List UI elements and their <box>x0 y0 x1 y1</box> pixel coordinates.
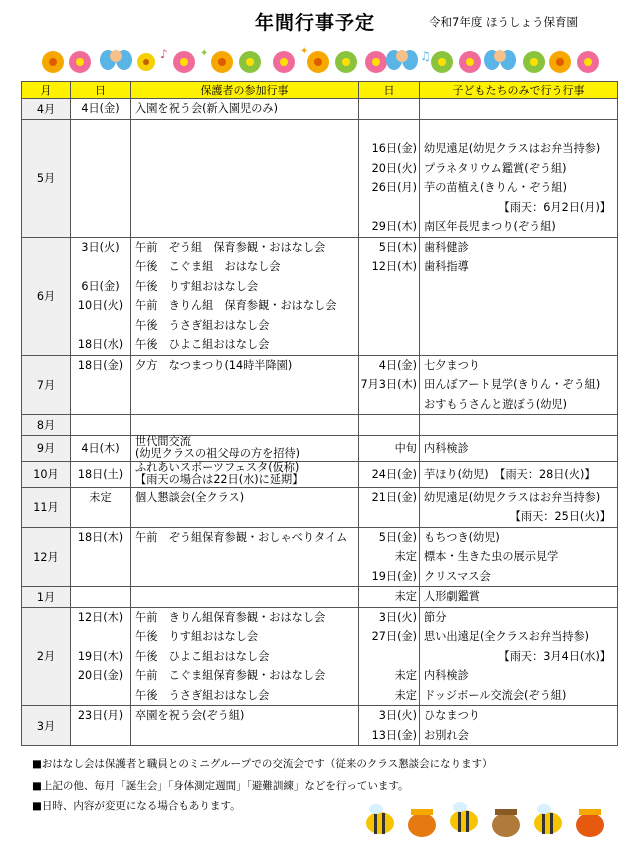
event-day: 19日(金) <box>371 569 417 583</box>
svg-text:✦: ✦ <box>200 48 209 59</box>
flower-icon <box>69 51 91 73</box>
event-text <box>135 217 358 237</box>
event-text: 幼児遠足(幼児クラスはお弁当持参) <box>424 490 601 504</box>
child-day-cell <box>359 355 420 415</box>
event-day <box>71 375 130 395</box>
month-cell: 6月 <box>22 237 71 355</box>
parent-day-cell <box>71 355 131 415</box>
event-text: 歯科健診 <box>424 240 469 254</box>
table-row <box>22 461 618 487</box>
event-text: おすもうさんと遊ぼう(幼児) <box>424 397 567 411</box>
event-day <box>71 178 130 198</box>
event-text <box>135 507 358 527</box>
event-text: 幼児遠足(幼児クラスはお弁当持参) <box>424 142 601 155</box>
child-event-cell <box>420 99 618 120</box>
star-icon <box>200 48 208 59</box>
event-day: 4日(木) <box>81 441 120 455</box>
butterfly-icon <box>100 50 132 70</box>
event-day: 16日(金) <box>371 142 417 155</box>
music-note-icon <box>420 49 431 63</box>
month-cell: 5月 <box>22 119 71 237</box>
month-cell: 4月 <box>22 99 71 120</box>
event-day: 3日(火) <box>81 240 120 254</box>
flower-icon <box>211 51 233 73</box>
parent-day-cell <box>71 461 131 487</box>
event-day: 19日(木) <box>77 649 124 663</box>
event-text: 思い出遠足(全クラスお弁当持参) <box>424 630 590 643</box>
event-text: 芋の苗植え(きりん・ぞう組) <box>424 181 567 194</box>
event-day: 未定 <box>394 688 417 702</box>
event-text: 午前 こぐま組保育参観・おはなし会 <box>135 669 326 682</box>
parent-event-cell <box>131 461 359 487</box>
event-day <box>71 159 130 179</box>
parent-day-cell <box>71 435 131 461</box>
column-header-day: 日 <box>71 82 131 99</box>
parent-event-cell <box>131 607 359 706</box>
table-row <box>22 587 618 608</box>
event-text: 午後 うさぎ組おはなし会 <box>135 688 270 702</box>
event-day: 21日(金) <box>371 490 417 504</box>
event-text: ドッジボール交流会(ぞう組) <box>424 688 567 702</box>
event-text: 午後 ひよこ組おはなし会 <box>135 649 270 663</box>
event-day: 12日(木) <box>371 260 417 273</box>
column-header-parent-events: 保護者の参加行事 <box>131 82 359 99</box>
event-text: 午前 ぞう組 保育参観・おはなし会 <box>135 240 326 254</box>
table-row <box>22 99 618 120</box>
event-day: 7月3日(木) <box>360 378 417 391</box>
butterfly-icon <box>386 50 418 70</box>
parent-day-cell <box>71 706 131 746</box>
event-day: 20日(火) <box>371 161 417 175</box>
nursery-name: 令和7年度 ほうしょう保育園 <box>429 15 578 29</box>
event-text <box>135 375 358 395</box>
table-row <box>22 355 618 415</box>
column-header-month: 月 <box>22 82 71 99</box>
note-1: ■おはなし会は保護者と職員とのミニグループでの交流会です（従来のクラス懇談会になります） <box>32 758 493 770</box>
event-day <box>71 198 130 218</box>
event-text <box>424 335 617 355</box>
event-text: 午前 きりん組 保育参観・おはなし会 <box>135 299 337 312</box>
flower-icon <box>431 51 453 73</box>
event-text: 午前 ぞう組保育参観・おしゃべりタイム <box>135 530 348 544</box>
butterfly-icon <box>484 50 516 70</box>
event-day: 3日(火) <box>378 610 417 624</box>
child-day-cell <box>359 706 420 746</box>
flower-decoration-strip <box>0 38 636 84</box>
event-day: 5日(金) <box>378 530 417 544</box>
event-day <box>71 507 130 527</box>
note-3: ■日時、内容が変更になる場合もあります。 <box>32 800 241 812</box>
table-row <box>22 527 618 587</box>
event-text: 午後 うさぎ組おはなし会 <box>135 318 270 332</box>
bee-icon <box>366 804 394 834</box>
event-day <box>359 99 417 119</box>
parent-day-cell <box>71 119 131 237</box>
flower-icon <box>173 51 195 73</box>
event-day <box>71 587 130 607</box>
table-row <box>22 487 618 527</box>
page-title: 年間行事予定 <box>255 12 376 34</box>
parent-day-cell <box>71 415 131 436</box>
event-text-note: 【雨天の場合は22日(水)に延期】 <box>135 473 304 486</box>
child-day-cell <box>359 527 420 587</box>
parent-day-cell <box>71 607 131 706</box>
event-day: 26日(月) <box>371 181 417 194</box>
parent-event-cell <box>131 706 359 746</box>
event-text: お別れ会 <box>424 728 469 742</box>
event-text <box>424 296 617 316</box>
event-text: 【雨天：25日(火)】 <box>509 510 611 523</box>
event-day: 4日(金) <box>81 102 120 115</box>
event-text: プラネタリウム鑑賞(ぞう組) <box>424 161 567 175</box>
event-day <box>359 647 417 667</box>
table-row <box>22 237 618 355</box>
event-day: 中旬 <box>394 441 417 455</box>
event-text: 田んぼアート見学(きりん・ぞう組) <box>424 378 601 391</box>
event-day: 4日(金) <box>378 358 417 372</box>
parent-day-cell <box>71 99 131 120</box>
table-row <box>22 607 618 706</box>
event-day: 未定 <box>394 669 417 682</box>
flower-icon <box>239 51 261 73</box>
bee-decoration <box>362 795 612 840</box>
parent-event-cell <box>131 415 359 436</box>
event-text: 【雨天：3月4日(水)】 <box>498 649 611 663</box>
flower-icon <box>577 51 599 73</box>
flower-icon <box>549 51 571 73</box>
event-day <box>359 198 417 218</box>
event-text: もちつき(幼児) <box>424 530 500 544</box>
table-row <box>22 435 618 461</box>
event-text <box>135 726 358 746</box>
table-row <box>22 415 618 436</box>
event-day: 20日(金) <box>77 669 124 682</box>
event-day: 18日(土) <box>77 467 124 481</box>
child-day-cell <box>359 461 420 487</box>
event-text <box>424 277 617 297</box>
child-event-cell <box>420 706 618 746</box>
event-text: 午前 きりん組保育参観・おはなし会 <box>135 610 326 624</box>
month-cell: 11月 <box>22 487 71 527</box>
event-text <box>424 120 617 140</box>
event-text <box>135 139 358 159</box>
event-text: 【雨天：6月2日(月)】 <box>498 200 611 214</box>
event-day: 27日(金) <box>371 630 417 643</box>
parent-event-cell <box>131 99 359 120</box>
child-event-cell <box>420 607 618 706</box>
event-text: 午後 りす組おはなし会 <box>135 279 259 293</box>
note-2: ■上記の他、毎月「誕生会」「身体測定週間」「避難訓練」などを行っています。 <box>32 780 409 792</box>
event-text: クリスマス会 <box>424 569 491 583</box>
event-text: ふれあいスポーツフェスタ(仮称) <box>135 460 300 474</box>
event-day <box>359 395 417 415</box>
event-day <box>71 567 130 587</box>
child-event-cell <box>420 527 618 587</box>
event-day <box>71 217 130 237</box>
event-text: 内科検診 <box>424 441 469 455</box>
event-text: 芋ほり(幼児) 【雨天：28日(火)】 <box>424 467 596 481</box>
event-text: 歯科指導 <box>424 260 469 273</box>
flower-icon <box>365 51 387 73</box>
event-day: 13日(金) <box>371 728 417 742</box>
svg-text:♫: ♫ <box>420 49 431 63</box>
parent-day-cell <box>71 587 131 608</box>
event-day <box>359 296 417 316</box>
child-day-cell <box>359 607 420 706</box>
month-cell: 10月 <box>22 461 71 487</box>
event-text: 午後 りす組おはなし会 <box>135 630 259 643</box>
child-day-cell <box>359 119 420 237</box>
month-cell: 8月 <box>22 415 71 436</box>
event-day <box>71 120 130 140</box>
event-day <box>71 547 130 567</box>
event-day <box>359 277 417 297</box>
event-day: 23日(月) <box>77 709 124 722</box>
event-text: 七夕まつり <box>424 358 480 372</box>
event-text: 夕方 なつまつり(14時半降園) <box>135 358 293 372</box>
parent-event-cell <box>131 237 359 355</box>
event-text <box>424 415 617 435</box>
child-event-cell <box>420 415 618 436</box>
bee-icon <box>450 802 478 832</box>
honey-pot-icon <box>408 809 436 837</box>
honey-pot-icon <box>576 809 604 837</box>
music-note-icon <box>160 47 168 61</box>
event-text: 個人懇談会(全クラス) <box>135 490 245 504</box>
event-day: 5日(木) <box>378 240 417 254</box>
column-header-child-day: 日 <box>359 82 420 99</box>
event-day: 18日(木) <box>77 530 124 544</box>
parent-event-cell <box>131 527 359 587</box>
honey-pot-icon <box>492 809 520 837</box>
bee-icon <box>534 804 562 834</box>
child-event-cell <box>420 119 618 237</box>
event-day <box>359 507 417 527</box>
event-text: 節分 <box>424 610 447 624</box>
child-event-cell <box>420 237 618 355</box>
child-event-cell <box>420 587 618 608</box>
event-text: 入園を祝う会(新入園児のみ) <box>135 102 278 115</box>
child-day-cell <box>359 435 420 461</box>
event-text <box>135 547 358 567</box>
event-day: 12日(木) <box>77 610 124 624</box>
event-text <box>135 587 358 607</box>
svg-text:✦: ✦ <box>300 46 309 57</box>
page-header <box>0 0 636 40</box>
event-day <box>71 627 130 647</box>
event-day <box>71 686 130 706</box>
column-header-child-events: 子どもたちのみで行う行事 <box>420 82 618 99</box>
star-icon <box>300 46 308 57</box>
event-day <box>71 139 130 159</box>
event-day: 3日(火) <box>378 709 417 722</box>
child-day-cell <box>359 99 420 120</box>
event-day <box>71 257 130 277</box>
table-row <box>22 119 618 237</box>
event-day <box>359 335 417 355</box>
event-day <box>359 120 417 140</box>
event-day <box>71 415 130 435</box>
event-day <box>359 415 417 435</box>
month-cell: 9月 <box>22 435 71 461</box>
parent-day-cell <box>71 487 131 527</box>
child-day-cell <box>359 487 420 527</box>
event-day: 29日(木) <box>371 220 417 233</box>
event-text-note: (幼児クラスの祖父母の方を招待) <box>135 447 301 460</box>
child-event-cell <box>420 461 618 487</box>
flower-icon <box>307 51 329 73</box>
annual-schedule-table <box>21 81 618 746</box>
event-text: 午後 ひよこ組おはなし会 <box>135 338 270 351</box>
event-text: ひなまつり <box>424 709 480 722</box>
event-day <box>71 395 130 415</box>
event-text: 内科検診 <box>424 669 469 682</box>
table-row <box>22 706 618 746</box>
child-day-cell <box>359 415 420 436</box>
parent-event-cell <box>131 487 359 527</box>
month-cell: 1月 <box>22 587 71 608</box>
flower-icon <box>137 53 155 71</box>
event-text <box>135 395 358 415</box>
child-event-cell <box>420 487 618 527</box>
event-text <box>424 316 617 336</box>
flower-icon <box>523 51 545 73</box>
event-text: 人形劇鑑賞 <box>424 590 480 603</box>
event-day: 10日(火) <box>77 299 124 312</box>
table-header-row <box>22 82 618 99</box>
event-day <box>359 316 417 336</box>
flower-icon <box>335 51 357 73</box>
svg-text:♪: ♪ <box>160 47 168 61</box>
event-day <box>71 316 130 336</box>
month-cell: 12月 <box>22 527 71 587</box>
parent-event-cell <box>131 355 359 415</box>
event-text: 世代間交流 <box>135 434 191 448</box>
event-text: 午後 こぐま組 おはなし会 <box>135 260 281 273</box>
month-cell: 2月 <box>22 607 71 706</box>
parent-event-cell <box>131 119 359 237</box>
flower-icon <box>459 51 481 73</box>
parent-day-cell <box>71 237 131 355</box>
child-day-cell <box>359 587 420 608</box>
event-text: 南区年長児まつり(ぞう組) <box>424 220 556 233</box>
event-text <box>135 198 358 218</box>
child-day-cell <box>359 237 420 355</box>
event-text <box>424 99 617 119</box>
event-text <box>135 567 358 587</box>
month-cell: 3月 <box>22 706 71 746</box>
event-text <box>135 159 358 179</box>
event-text: 卒園を祝う会(ぞう組) <box>135 709 245 722</box>
event-day: 未定 <box>89 490 112 504</box>
event-text: 標本・生きた虫の展示見学 <box>424 550 559 563</box>
event-day: 未定 <box>394 550 417 563</box>
event-text <box>135 415 358 435</box>
event-day <box>71 726 130 746</box>
event-day: 6日(金) <box>81 279 120 293</box>
child-event-cell <box>420 355 618 415</box>
parent-event-cell <box>131 587 359 608</box>
flower-icon <box>42 51 64 73</box>
parent-day-cell <box>71 527 131 587</box>
parent-event-cell <box>131 435 359 461</box>
event-day: 未定 <box>394 590 417 603</box>
month-cell: 7月 <box>22 355 71 415</box>
event-day: 24日(金) <box>371 467 417 481</box>
event-day: 18日(金) <box>77 358 124 372</box>
flower-icon <box>273 51 295 73</box>
event-text <box>135 178 358 198</box>
child-event-cell <box>420 435 618 461</box>
event-text <box>135 120 358 140</box>
event-day: 18日(水) <box>77 338 124 351</box>
